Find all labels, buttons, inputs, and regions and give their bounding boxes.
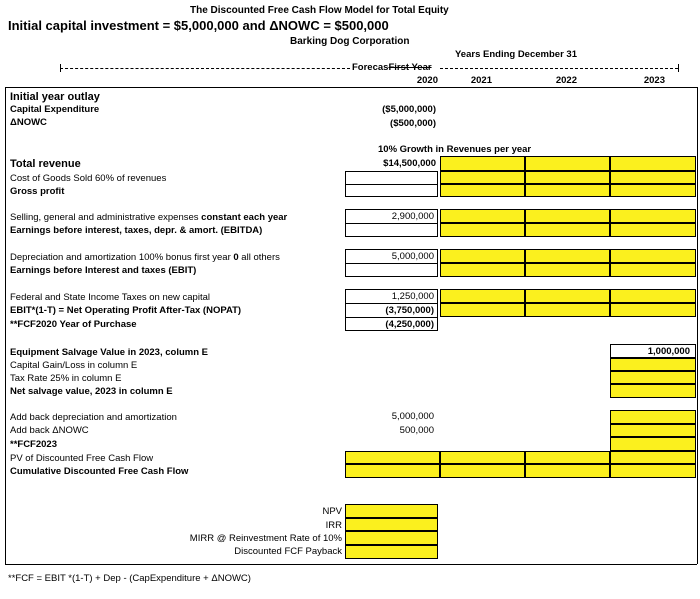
taxes-2022-cell[interactable] [525,289,610,303]
payback-cell[interactable] [345,545,438,559]
model-title: The Discounted Free Cash Flow Model for Total Equity [190,5,449,16]
cum-dfcf-2022-cell[interactable] [525,464,610,478]
addback-depr-2020: 5,000,000 [391,411,434,422]
ebit-2022-cell[interactable] [525,263,610,277]
years-ending-label: Years Ending December 31 [455,49,577,60]
pv-fcf-label: PV of Discounted Free Cash Flow [10,453,154,464]
addback-nowc-label: Add back ΔNOWC [10,425,89,436]
depr-label-text: Depreciation and amortization 100% bonus first year [10,252,234,263]
addback-nowc-2020: 500,000 [399,425,434,436]
year-2023: 2023 [643,75,665,86]
capex-2020: ($5,000,000) [382,104,436,115]
revenue-2022-cell[interactable] [525,156,610,171]
model-subtitle: Initial capital investment = $5,000,000 and ΔNOWC = $500,000 [8,18,389,33]
grid-right [697,87,698,564]
capex-label: Capital Expenditure [10,104,100,115]
fcf2020-label: **FCF2020 Year of Purchase [10,319,137,330]
ebitda-label: Earnings before interest, taxes, depr. & amort. (EBITDA) [10,225,263,236]
sga-2023-cell[interactable] [610,209,696,223]
pv-fcf-2020-cell[interactable] [345,451,440,464]
depr-label-bold: 0 [233,252,239,263]
year-2022: 2022 [555,75,577,86]
gross-profit-2023-cell[interactable] [610,184,696,197]
forecast-range-line-right [440,68,678,69]
year-2020: 2020 [416,75,438,86]
taxes-2023-cell[interactable] [610,289,696,303]
addback-depr-label: Add back depreciation and amortization [10,412,177,423]
depr-2023-cell[interactable] [610,249,696,263]
nowc-label: ΔNOWC [10,117,47,128]
cogs-label: Cost of Goods Sold 60% of revenues [10,173,167,184]
irr-label: IRR [325,520,342,531]
fcf2020-value: (4,250,000) [385,319,434,330]
grid-top [5,87,697,88]
ebit-2023-cell[interactable] [610,263,696,277]
addback-depr-2023-cell[interactable] [610,410,696,424]
year-2021: 2021 [470,75,492,86]
forecast-range-cap-left [60,64,61,72]
cum-dfcf-2021-cell[interactable] [440,464,525,478]
revenue-divider [345,184,438,185]
ebit-2021-cell[interactable] [440,263,525,277]
depr-label [10,253,280,263]
nowc-2020: ($500,000) [390,118,436,129]
nopat-2022-cell[interactable] [525,303,610,317]
cogs-2021-cell[interactable] [440,171,525,184]
salvage-label: Equipment Salvage Value in 2023, column E [10,347,208,358]
depr-label-post: all others [238,252,280,263]
company-name: Barking Dog Corporation [290,36,410,47]
cum-dfcf-label: Cumulative Discounted Free Cash Flow [10,466,189,477]
gross-profit-2022-cell[interactable] [525,184,610,197]
taxes-2020: 1,250,000 [391,291,434,302]
depr-2022-cell[interactable] [525,249,610,263]
nopat-2021-cell[interactable] [440,303,525,317]
total-revenue-2020: $14,500,000 [383,158,436,169]
taxrate-label: Tax Rate 25% in column E [10,373,122,384]
sga-divider [345,223,438,224]
total-revenue-label: Total revenue [10,158,81,170]
depr-divider [345,263,438,264]
net-salvage-label: Net salvage value, 2023 in column E [10,386,173,397]
revenue-2023-cell[interactable] [610,156,696,171]
forecast-label [352,63,432,73]
pv-fcf-2021-cell[interactable] [440,451,525,464]
cum-dfcf-2020-cell[interactable] [345,464,440,478]
sga-label-bold: constant each year [201,212,288,223]
net-salvage-2023-cell[interactable] [610,384,696,398]
growth-note: 10% Growth in Revenues per year [378,144,532,155]
npv-label: NPV [322,506,342,517]
mirr-label: MIRR @ Reinvestment Rate of 10% [189,533,342,544]
forecast-range-line-left [60,68,350,69]
payback-label: Discounted FCF Payback [234,546,342,557]
fcf-footnote: **FCF = EBIT *(1-T) + Dep - (CapExpenditure + ΔNOWC) [8,573,251,584]
gross-profit-label: Gross profit [10,186,65,197]
ebitda-2021-cell[interactable] [440,223,525,237]
npv-cell[interactable] [345,504,438,518]
depr-2020: 5,000,000 [391,251,434,262]
grid-bottom [5,564,697,565]
taxes-label: Federal and State Income Taxes on new capital [10,292,210,303]
grid-left [5,87,6,564]
addback-nowc-2023-cell[interactable] [610,424,696,437]
taxes-divider-2 [345,317,438,318]
gross-profit-2021-cell[interactable] [440,184,525,197]
pv-fcf-2022-cell[interactable] [525,451,610,464]
capgain-2023-cell[interactable] [610,358,696,371]
irr-cell[interactable] [345,518,438,531]
taxes-2021-cell[interactable] [440,289,525,303]
sga-2020: 2,900,000 [391,211,434,222]
pv-fcf-2023-cell[interactable] [610,451,696,464]
forecast-prefix: Forecas [352,62,389,73]
taxes-divider-1 [345,303,438,304]
mirr-cell[interactable] [345,531,438,545]
ebit-label: Earnings before Interest and taxes (EBIT) [10,265,197,276]
taxrate-2023-cell[interactable] [610,371,696,384]
fcf2023-2023-cell[interactable] [610,437,696,451]
ebitda-2023-cell[interactable] [610,223,696,237]
nopat-2020: (3,750,000) [385,305,434,316]
sga-2021-cell[interactable] [440,209,525,223]
forecast-struck: First Year [388,62,432,73]
cogs-2023-cell[interactable] [610,171,696,184]
sga-2022-cell[interactable] [525,209,610,223]
nopat-label: EBIT*(1-T) = Net Operating Profit After-Tax (NOPAT) [10,305,242,316]
capgain-label: Capital Gain/Loss in column E [10,360,138,371]
cogs-2022-cell[interactable] [525,171,610,184]
revenue-2021-cell[interactable] [440,156,525,171]
cum-dfcf-2023-cell[interactable] [610,464,696,478]
forecast-range-cap-right [678,64,679,72]
ebitda-2022-cell[interactable] [525,223,610,237]
sga-label-text: Selling, general and administrative expenses [10,212,202,223]
nopat-2023-cell[interactable] [610,303,696,317]
salvage-2023-value: 1,000,000 [647,346,690,357]
depr-2021-cell[interactable] [440,249,525,263]
sga-label [10,213,287,223]
initial-outlay-heading: Initial year outlay [10,91,100,103]
fcf2023-label: **FCF2023 [10,439,57,450]
